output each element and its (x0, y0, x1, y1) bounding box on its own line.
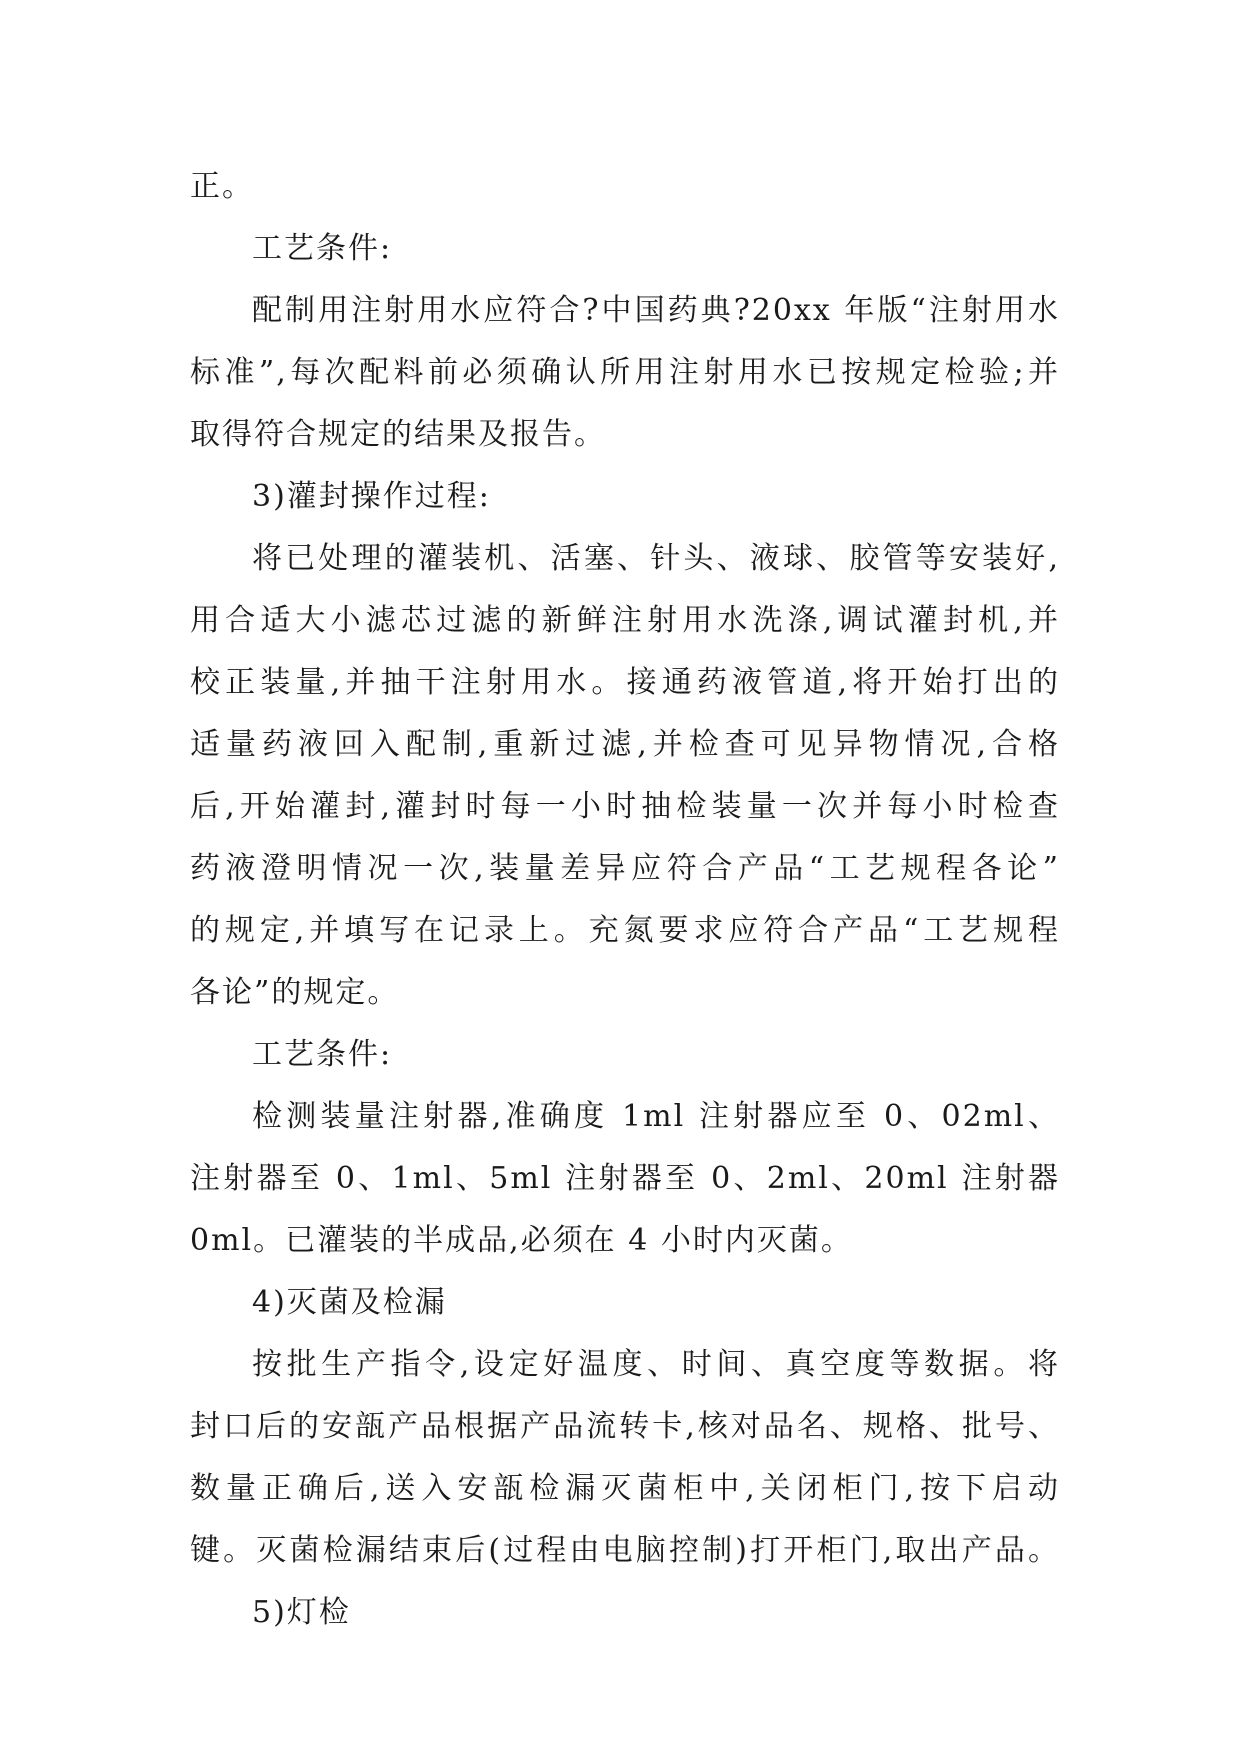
paragraph-line: 0ml。已灌装的半成品,必须在 4 小时内灭菌。 (190, 1223, 853, 1258)
paragraph-line: 键。灭菌检漏结束后(过程由电脑控制)打开柜门,取出产品。 (190, 1533, 1060, 1568)
paragraph-line: 数量正确后,送入安瓿检漏灭菌柜中,关闭柜门,按下启动 (190, 1471, 1060, 1506)
section-heading: 工艺条件: (252, 1037, 393, 1072)
paragraph-line: 的规定,并填写在记录上。充氮要求应符合产品“工艺规程 (190, 913, 1060, 948)
paragraph-line: 检测装量注射器,准确度 1ml 注射器应至 0、02ml、 (252, 1099, 1060, 1134)
paragraph-line: 适量药液回入配制,重新过滤,并检查可见异物情况,合格 (190, 727, 1060, 762)
paragraph-line: 药液澄明情况一次,装量差异应符合产品“工艺规程各论” (190, 851, 1060, 886)
document-body (190, 156, 1060, 1644)
paragraph-line: 各论”的规定。 (190, 975, 400, 1010)
section-heading: 4)灭菌及检漏 (252, 1285, 447, 1320)
paragraph-line: 标准”,每次配料前必须确认所用注射用水已按规定检验;并 (190, 355, 1060, 390)
paragraph-line: 按批生产指令,设定好温度、时间、真空度等数据。将 (252, 1347, 1060, 1382)
paragraph-line: 封口后的安瓿产品根据产品流转卡,核对品名、规格、批号、 (190, 1409, 1060, 1444)
paragraph-line: 用合适大小滤芯过滤的新鲜注射用水洗涤,调试灌封机,并 (190, 603, 1060, 638)
section-heading: 3)灌封操作过程: (252, 479, 491, 514)
text-line: 正。 (190, 169, 254, 204)
paragraph-line: 取得符合规定的结果及报告。 (190, 417, 606, 452)
section-heading: 5)灯检 (252, 1595, 351, 1630)
paragraph-line: 将已处理的灌装机、活塞、针头、液球、胶管等安装好, (252, 541, 1060, 576)
section-heading: 工艺条件: (252, 231, 393, 266)
paragraph-line: 后,开始灌封,灌封时每一小时抽检装量一次并每小时检查 (190, 789, 1060, 824)
paragraph-line: 校正装量,并抽干注射用水。接通药液管道,将开始打出的 (190, 665, 1060, 700)
paragraph-line: 配制用注射用水应符合?中国药典?20xx 年版“注射用水 (252, 293, 1060, 328)
paragraph-line: 注射器至 0、1ml、5ml 注射器至 0、2ml、20ml 注射器 (190, 1161, 1060, 1196)
